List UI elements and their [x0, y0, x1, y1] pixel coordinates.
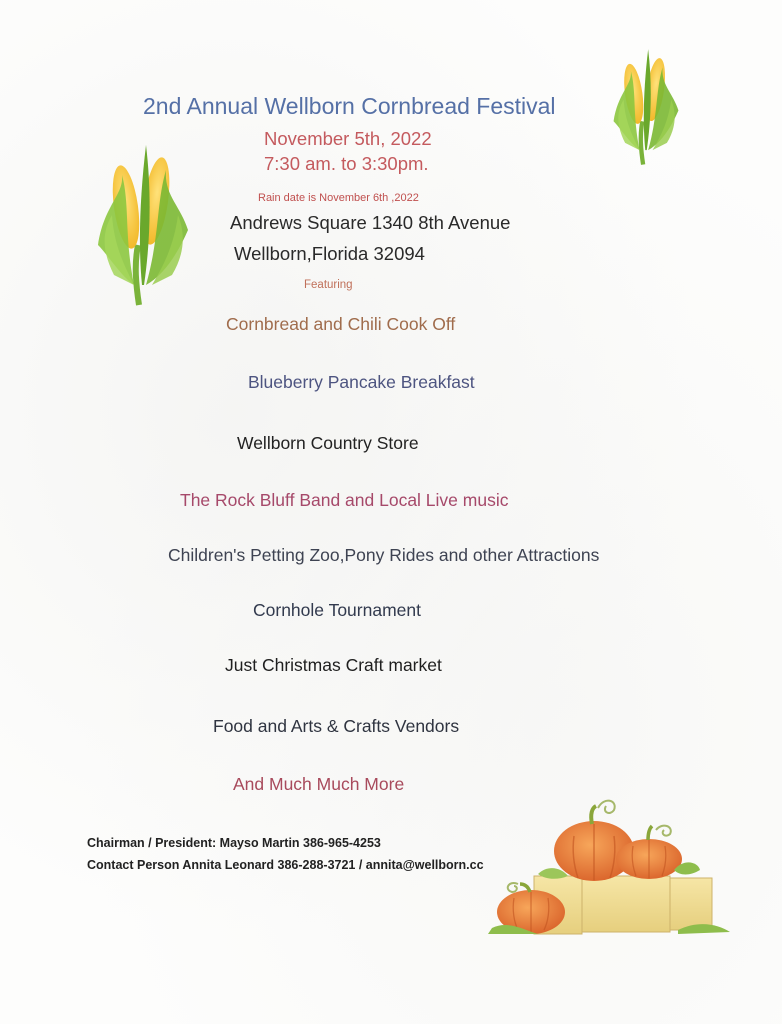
rain-date: Rain date is November 6th ,2022 — [258, 192, 419, 204]
feature-item: Food and Arts & Crafts Vendors — [213, 716, 460, 736]
event-date: November 5th, 2022 — [264, 128, 432, 149]
address-line-1: Andrews Square 1340 8th Avenue — [230, 212, 511, 233]
feature-item: Children's Petting Zoo,Pony Rides and other Attractions — [168, 545, 600, 565]
feature-item: Blueberry Pancake Breakfast — [248, 372, 475, 392]
address-line-2: Wellborn,Florida 32094 — [234, 243, 425, 264]
feature-item: The Rock Bluff Band and Local Live music — [180, 490, 509, 510]
feature-item: Wellborn Country Store — [237, 433, 419, 453]
feature-item: Cornhole Tournament — [253, 600, 421, 620]
event-time: 7:30 am. to 3:30pm. — [264, 153, 429, 174]
feature-item: Just Christmas Craft market — [225, 655, 442, 675]
corn-icon — [600, 42, 692, 166]
feature-item: Cornbread and Chili Cook Off — [226, 314, 456, 334]
corn-icon — [94, 135, 192, 307]
feature-item-closing: And Much Much More — [233, 774, 405, 794]
featuring-label: Featuring — [304, 279, 353, 291]
flyer-title: 2nd Annual Wellborn Cornbread Festival — [143, 93, 556, 119]
chairman-contact: Chairman / President: Mayso Martin 386-965-4253 — [87, 836, 381, 850]
pumpkins-hay-bales-icon — [478, 796, 740, 936]
contact-person: Contact Person Annita Leonard 386-288-3721 / annita@wellborn.cc — [87, 858, 484, 872]
